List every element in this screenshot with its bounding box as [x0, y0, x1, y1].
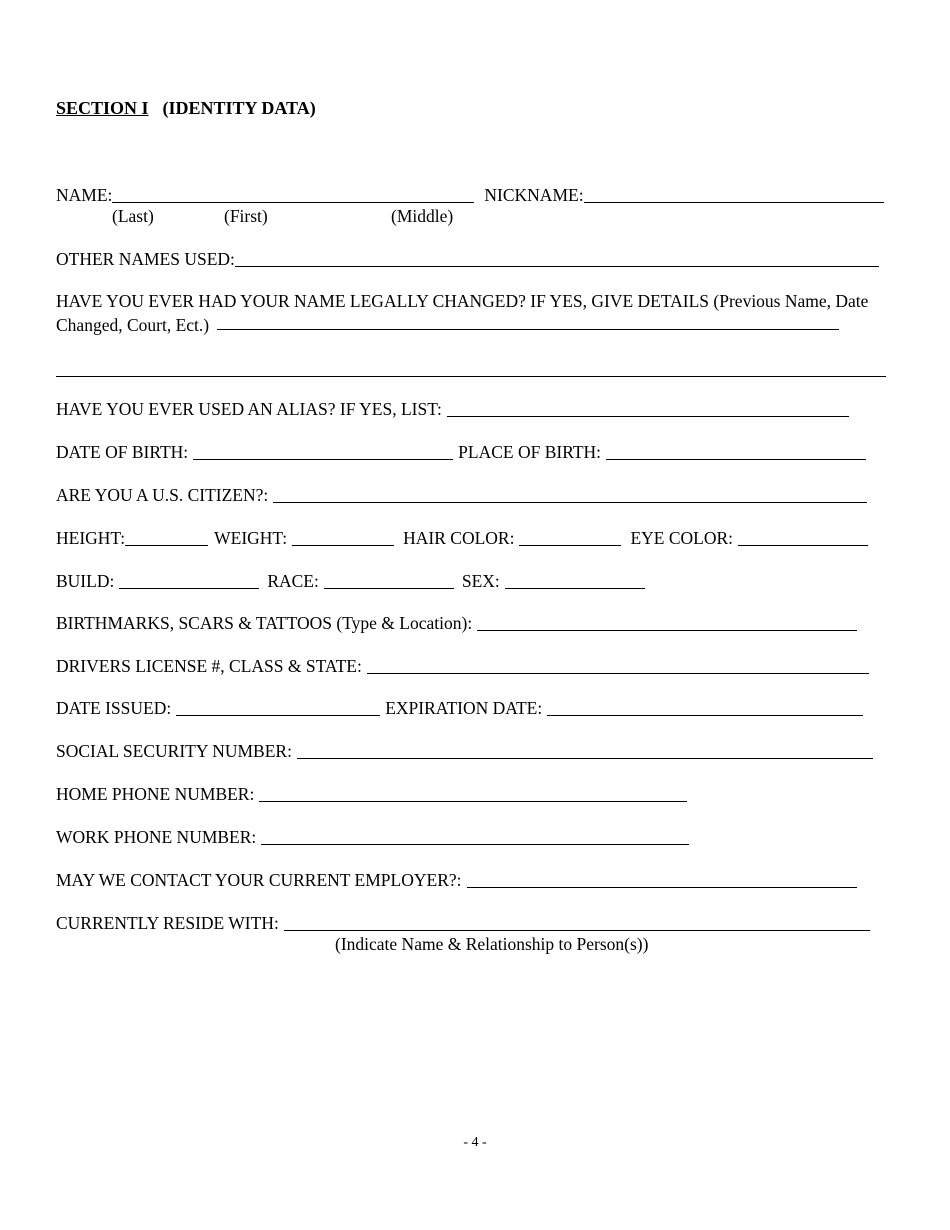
build-row [56, 570, 645, 592]
marks-field[interactable] [477, 614, 857, 631]
race-label: RACE: [267, 571, 319, 591]
reside-with-field[interactable] [284, 914, 870, 931]
eye-label: EYE COLOR: [630, 528, 734, 548]
eye-field[interactable] [738, 529, 868, 546]
work-phone-row [56, 826, 689, 848]
name-sub-last: (Last) [112, 206, 154, 226]
contact-employer-row [56, 869, 857, 891]
physical-row [56, 527, 868, 549]
expiration-label: EXPIRATION DATE: [385, 698, 543, 718]
alias-field[interactable] [447, 400, 849, 417]
legal-change-extra-row [56, 358, 886, 380]
citizen-field[interactable] [273, 486, 867, 503]
alias-label: HAVE YOU EVER USED AN ALIAS? IF YES, LIST: [56, 399, 442, 419]
legal-change-extra-field[interactable] [56, 360, 886, 377]
work-phone-label: WORK PHONE NUMBER: [56, 827, 257, 847]
home-phone-label: HOME PHONE NUMBER: [56, 784, 255, 804]
form-page [56, 0, 894, 1230]
height-field[interactable] [125, 529, 208, 546]
pob-label: PLACE OF BIRTH: [458, 442, 602, 462]
build-field[interactable] [119, 572, 259, 589]
page-number: - 4 - [463, 1135, 487, 1150]
legal-change-question [56, 290, 894, 337]
license-row [56, 655, 869, 677]
birth-row [56, 441, 866, 463]
nickname-label: NICKNAME: [484, 185, 584, 205]
build-label: BUILD: [56, 571, 115, 591]
other-names-label: OTHER NAMES USED: [56, 249, 235, 269]
legal-change-field[interactable] [217, 313, 839, 330]
citizen-label: ARE YOU A U.S. CITIZEN?: [56, 485, 269, 505]
weight-label: WEIGHT: [214, 528, 288, 548]
sex-field[interactable] [505, 572, 645, 589]
alias-row [56, 398, 849, 420]
hair-field[interactable] [519, 529, 621, 546]
contact-employer-label: MAY WE CONTACT YOUR CURRENT EMPLOYER?: [56, 870, 462, 890]
pob-field[interactable] [606, 443, 866, 460]
name-field[interactable] [112, 186, 474, 203]
citizen-row [56, 484, 867, 506]
section-number: SECTION I [56, 98, 149, 118]
issued-field[interactable] [176, 699, 380, 716]
work-phone-field[interactable] [261, 828, 689, 845]
other-names-row [56, 248, 879, 270]
race-field[interactable] [324, 572, 454, 589]
expiration-field[interactable] [547, 699, 863, 716]
name-sub-first: (First) [224, 206, 268, 226]
hair-label: HAIR COLOR: [403, 528, 515, 548]
name-sub-middle: (Middle) [391, 206, 454, 226]
issued-label: DATE ISSUED: [56, 698, 172, 718]
issued-row [56, 697, 863, 719]
license-field[interactable] [367, 657, 869, 674]
dob-label: DATE OF BIRTH: [56, 442, 189, 462]
home-phone-row [56, 783, 687, 805]
name-row [56, 184, 884, 206]
other-names-field[interactable] [235, 250, 879, 267]
reside-with-row [56, 912, 870, 934]
height-label: HEIGHT: [56, 528, 126, 548]
legal-change-label: HAVE YOU EVER HAD YOUR NAME LEGALLY CHANGED? IF YES, GIVE DETAILS (Previous Name, Date Changed, Court, Ect.) [56, 291, 869, 335]
weight-field[interactable] [292, 529, 394, 546]
marks-label: BIRTHMARKS, SCARS & TATTOOS (Type & Location): [56, 613, 473, 633]
section-heading [56, 98, 316, 119]
ssn-row [56, 740, 873, 762]
marks-row [56, 612, 857, 634]
ssn-label: SOCIAL SECURITY NUMBER: [56, 741, 292, 761]
contact-employer-field[interactable] [467, 871, 857, 888]
ssn-field[interactable] [297, 742, 873, 759]
dob-field[interactable] [193, 443, 453, 460]
home-phone-field[interactable] [259, 785, 687, 802]
name-label: NAME: [56, 185, 113, 205]
license-label: DRIVERS LICENSE #, CLASS & STATE: [56, 656, 362, 676]
section-title: (IDENTITY DATA) [162, 98, 316, 118]
reside-with-label: CURRENTLY RESIDE WITH: [56, 913, 279, 933]
nickname-field[interactable] [584, 186, 884, 203]
reside-with-sub: (Indicate Name & Relationship to Person(s)) [335, 934, 649, 954]
sex-label: SEX: [461, 571, 500, 591]
